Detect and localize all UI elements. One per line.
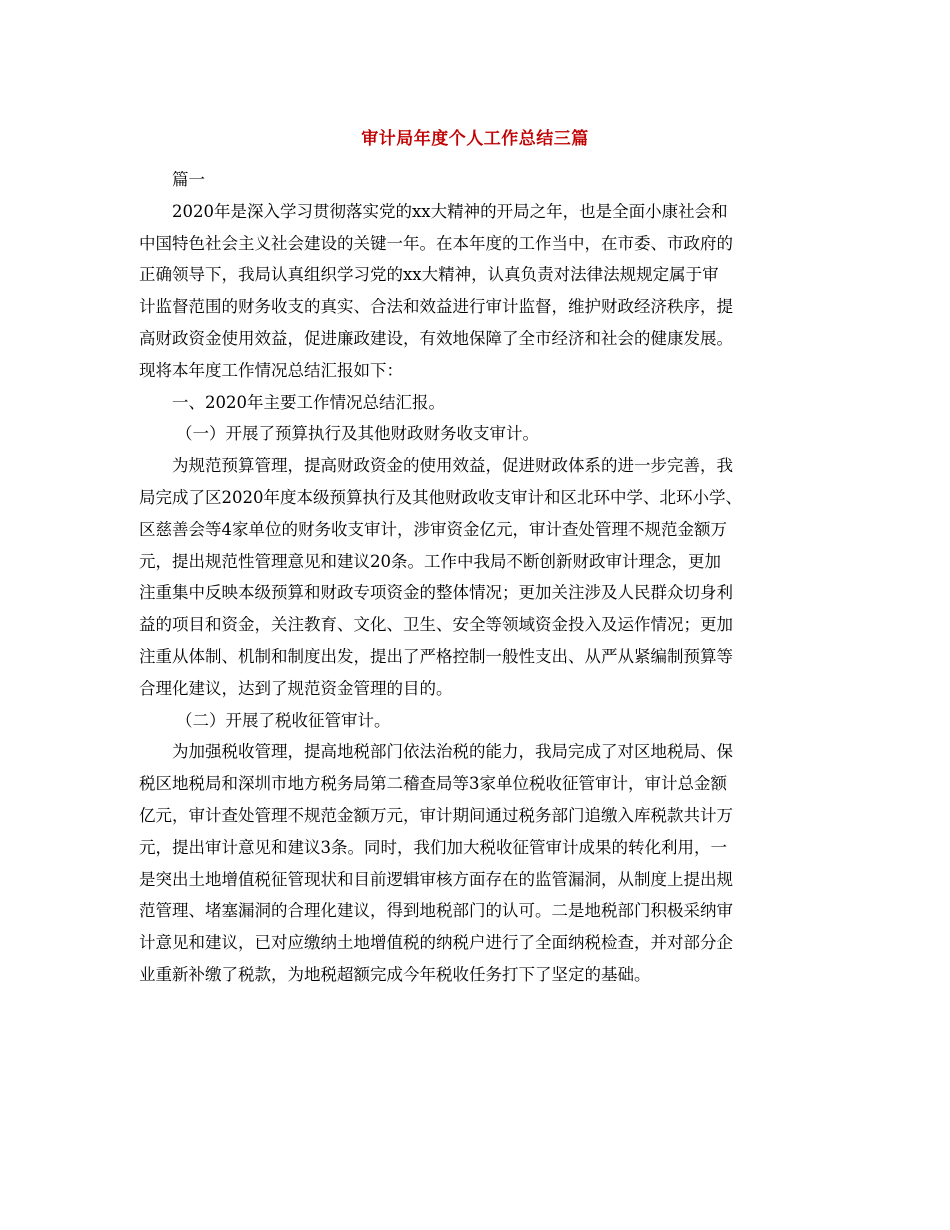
paragraph-line: 益的项目和资金，关注教育、文化、卫生、安全等领域资金投入及运作情况；更加: [139, 615, 733, 635]
paragraph-line: 计意见和建议，已对应缴纳土地增值税的纳税户进行了全面纳税检查，并对部分企: [139, 933, 733, 953]
paragraph-line: 注重从体制、机制和制度出发，提出了严格控制一般性支出、从严从紧编制预算等: [139, 646, 733, 666]
paragraph-line: 局完成了区2020年度本级预算执行及其他财政收支审计和区北环中学、北环小学、: [139, 487, 742, 507]
paragraph-line: 亿元，审计查处管理不规范金额万元，审计期间通过税务部门追缴入库税款共计万: [139, 805, 733, 825]
paragraph-line: 合理化建议，达到了规范资金管理的目的。: [139, 678, 453, 698]
paragraph-line: 注重集中反映本级预算和财政专项资金的整体情况；更加关注涉及人民群众切身利: [139, 583, 733, 603]
paragraph-line: 税区地税局和深圳市地方税务局第二稽查局等3家单位税收征管审计，审计总金额: [139, 774, 727, 794]
paragraph-line: 元，提出审计意见和建议3条。同时，我们加大税收征管审计成果的转化利用，一: [139, 837, 727, 857]
paragraph-line: 范管理、堵塞漏洞的合理化建议，得到地税部门的认可。二是地税部门积极采纳审: [139, 901, 733, 921]
subsection-heading: （一）开展了预算执行及其他财政财务收支审计。: [176, 424, 539, 444]
paragraph-line: 元，提出规范性管理意见和建议20条。工作中我局不断创新财政审计理念，更加: [139, 551, 721, 571]
paragraph-line: 为加强税收管理，提高地税部门依法治税的能力，我局完成了对区地税局、保: [172, 742, 733, 762]
document-title: 审计局年度个人工作总结三篇: [361, 129, 589, 149]
subsection-heading: 一、2020年主要工作情况总结汇报。: [172, 392, 445, 412]
section-heading: 篇一: [172, 170, 205, 189]
paragraph-line: 正确领导下，我局认真组织学习党的xx大精神，认真负责对法律法规规定属于审: [139, 265, 719, 285]
subsection-heading: （二）开展了税收征管审计。: [176, 710, 391, 730]
paragraph-line: 是突出土地增值税征管现状和目前逻辑审核方面存在的监管漏洞，从制度上提出规: [139, 869, 733, 889]
paragraph-line: 中国特色社会主义社会建设的关键一年。在本年度的工作当中，在市委、市政府的: [139, 233, 733, 253]
paragraph-line: 区慈善会等4家单位的财务收支审计，涉审资金亿元，审计查处管理不规范金额万: [139, 519, 727, 539]
paragraph-line: 业重新补缴了税款，为地税超额完成今年税收任务打下了坚定的基础。: [139, 964, 651, 984]
paragraph-line: 为规范预算管理，提高财政资金的使用效益，促进财政体系的进一步完善，我: [172, 456, 733, 476]
paragraph-line: 2020年是深入学习贯彻落实党的xx大精神的开局之年，也是全面小康社会和: [172, 201, 728, 221]
paragraph-line: 计监督范围的财务收支的真实、合法和效益进行审计监督，维护财政经济秩序，提: [139, 297, 733, 317]
paragraph-line: 高财政资金使用效益，促进廉政建设，有效地保障了全市经济和社会的健康发展。: [139, 328, 733, 348]
paragraph-line: 现将本年度工作情况总结汇报如下：: [139, 360, 403, 380]
document-body: [139, 160, 811, 991]
